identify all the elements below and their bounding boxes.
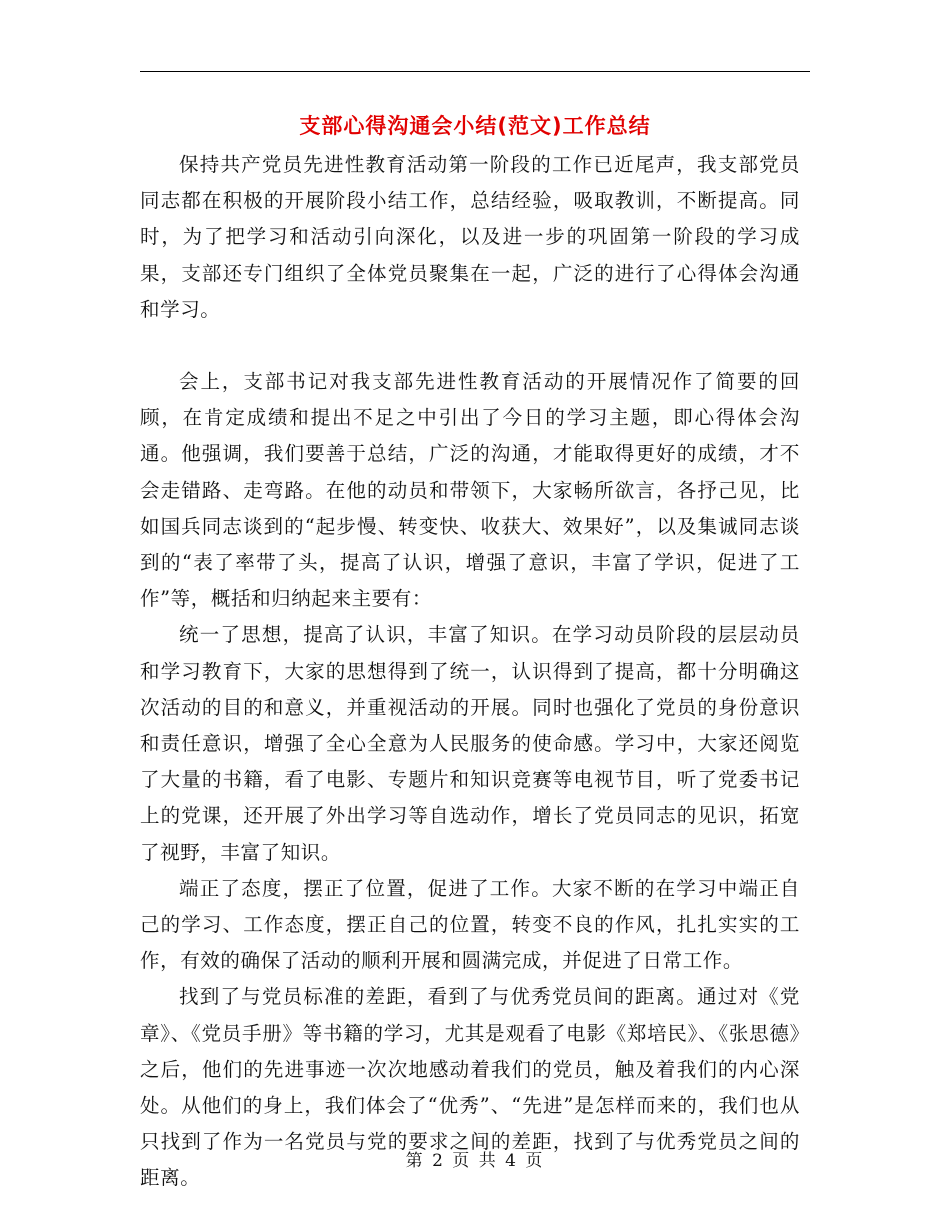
document-title: 支部心得沟通会小结(范文)工作总结 bbox=[299, 114, 651, 138]
paragraph-gap-found: 找到了与党员标准的差距，看到了与优秀党员间的距离。通过对《党章》、《党员手册》等书籍的学习，尤其是观看了电影《郑培民》、《张思德》之后，他们的先进事迹一次次地感动着我们的党员，触及着我们的内心深处。从他们的身上，我们体会了“优秀”、“先进”是怎样而来的，我们也从只找到了作为一名党员与党的要求之间的差距，找到了与优秀党员之间的距离。 bbox=[140, 985, 800, 1190]
document-body bbox=[140, 147, 800, 1197]
header-rule bbox=[140, 71, 810, 72]
paragraph-unified-thought: 统一了思想，提高了认识，丰富了知识。在学习动员阶段的层层动员和学习教育下，大家的思想得到了统一，认识得到了提高，都十分明确这次活动的目的和意义，并重视活动的开展。同时也强化了党员的身份意识和责任意识，增强了全心全意为人民服务的使命感。学习中，大家还阅览了大量的书籍，看了电影、专题片和知识竞赛等电视节目，听了党委书记上的党课，还开展了外出学习等自选动作，增长了党员同志的见识，拓宽了视野，丰富了知识。 bbox=[140, 623, 800, 864]
paragraph-intro: 保持共产党员先进性教育活动第一阶段的工作已近尾声，我支部党员同志都在积极的开展阶段小结工作，总结经验，吸取教训，不断提高。同时，为了把学习和活动引向深化，以及进一步的巩固第一阶段的学习成果，支部还专门组织了全体党员聚集在一起，广泛的进行了心得体会沟通和学习。 bbox=[140, 153, 800, 321]
page-footer: 第 2 页 共 4 页 bbox=[405, 1151, 545, 1171]
paragraph-attitude: 端正了态度，摆正了位置，促进了工作。大家不断的在学习中端正自己的学习、工作态度，摆正自己的位置，转变不良的作风，扎扎实实的工作，有效的确保了活动的顺利开展和圆满完成，并促进了日常工作。 bbox=[140, 876, 800, 973]
paragraph-meeting: 会上，支部书记对我支部先进性教育活动的开展情况作了简要的回顾，在肯定成绩和提出不足之中引出了今日的学习主题，即心得体会沟通。他强调，我们要善于总结，广泛的沟通，才能取得更好的成绩，才不会走错路、走弯路。在他的动员和带领下，大家畅所欲言，各抒己见，比如国兵同志谈到的“起步慢、转变快、收获大、效果好”，以及集诚同志谈到的“表了率带了头，提高了认识，增强了意识，丰富了学识，促进了工作”等，概括和归纳起来主要有： bbox=[140, 370, 800, 611]
